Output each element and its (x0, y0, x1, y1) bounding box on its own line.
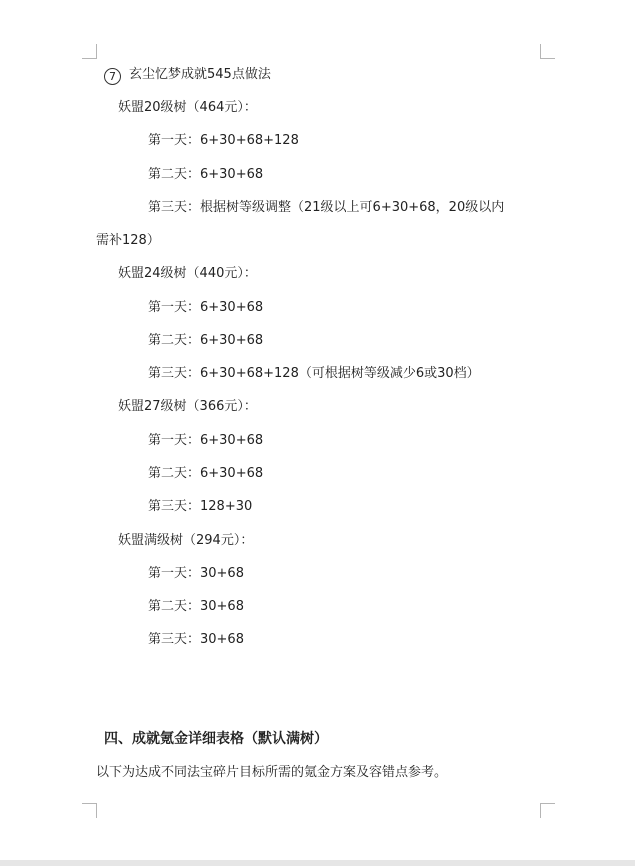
group-header: 妖盟20级树（464元）： (118, 100, 257, 115)
crop-mark-top-left (82, 44, 97, 59)
day-line: 第二天：30+68 (148, 599, 244, 614)
day-line: 第一天：6+30+68 (148, 433, 264, 448)
page-bottom-edge (0, 860, 635, 866)
day-line: 第一天：30+68 (148, 566, 244, 581)
day-line: 第二天：6+30+68 (148, 333, 264, 348)
day-line: 第一天：6+30+68+128 (148, 133, 299, 148)
day-line: 第二天：6+30+68 (148, 167, 264, 182)
crop-mark-bottom-right (540, 803, 555, 818)
group-header: 妖盟满级树（294元）： (118, 533, 254, 548)
section7-title-line (104, 66, 271, 85)
day-line-continued: 需补128） (96, 233, 160, 248)
crop-mark-bottom-left (82, 803, 97, 818)
group-header: 妖盟24级树（440元）： (118, 266, 257, 281)
day-line: 第三天：根据树等级调整（21级以上可6+30+68，20级以内 (148, 200, 505, 215)
day-line: 第一天：6+30+68 (148, 300, 264, 315)
day-line: 第二天：6+30+68 (148, 466, 264, 481)
group-header: 妖盟27级树（366元）： (118, 399, 257, 414)
section4-intro: 以下为达成不同法宝碎片目标所需的氪金方案及容错点参考。 (96, 765, 448, 780)
section7-title: 玄尘忆梦成就545点做法 (129, 67, 271, 82)
circled-number-marker: 7 (104, 68, 121, 85)
day-line: 第三天：6+30+68+128（可根据树等级减少6或30档） (148, 366, 480, 381)
section4-heading: 四、成就氪金详细表格（默认满树） (104, 731, 328, 747)
day-line: 第三天：128+30 (148, 499, 253, 514)
day-line: 第三天：30+68 (148, 632, 244, 647)
crop-mark-top-right (540, 44, 555, 59)
